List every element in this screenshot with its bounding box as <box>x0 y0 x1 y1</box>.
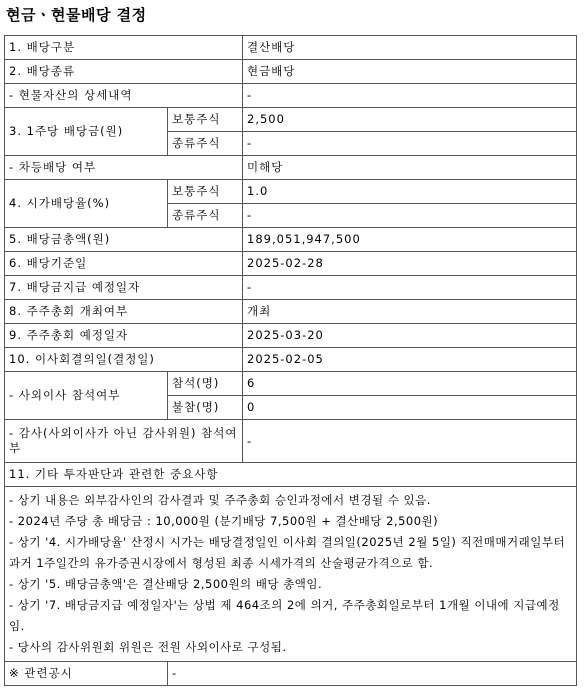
table-row <box>5 487 577 662</box>
row-label-dividend-per-share: 3. 1주당 배당금(원) <box>5 108 168 156</box>
row-value-yield-common: 1.0 <box>243 180 577 204</box>
table-row <box>5 372 577 396</box>
row-value-yield-preferred: - <box>243 204 577 228</box>
row-label-payment-date: 7. 배당금지급 예정일자 <box>5 276 243 300</box>
table-row <box>5 348 577 372</box>
sub-label-common-stock: 보통주식 <box>168 108 243 132</box>
row-value-agm-date: 2025-03-20 <box>243 324 577 348</box>
row-value-board-resolution-date: 2025-02-05 <box>243 348 577 372</box>
table-row <box>5 228 577 252</box>
table-row <box>5 108 577 132</box>
row-value-present: 6 <box>243 372 577 396</box>
table-row <box>5 252 577 276</box>
row-label-total-dividend: 5. 배당금총액(원) <box>5 228 243 252</box>
table-row <box>5 276 577 300</box>
table-row <box>5 156 577 180</box>
table-row <box>5 300 577 324</box>
row-value-record-date: 2025-02-28 <box>243 252 577 276</box>
row-label-differential-dividend: - 차등배당 여부 <box>5 156 243 180</box>
table-row <box>5 36 577 60</box>
table-row <box>5 84 577 108</box>
page-title: 현금ㆍ현물배당 결정 <box>6 6 147 24</box>
row-value-dividend-type: 현금배당 <box>243 60 577 84</box>
row-label-agm-held: 8. 주주총회 개최여부 <box>5 300 243 324</box>
table-row <box>5 420 577 463</box>
sub-label-common-stock: 보통주식 <box>168 180 243 204</box>
note-line: - 상기 '5. 배당금총액'은 결산배당 2,500원의 배당 총액임. <box>9 577 323 591</box>
sub-label-present: 참석(명) <box>168 372 243 396</box>
row-value-auditor-attendance: - <box>243 420 577 463</box>
row-label-auditor-attendance: - 감사(사외이사가 아닌 감사위원) 참석여부 <box>5 420 243 463</box>
note-line: - 상기 '4. 시가배당율' 산정시 시가는 배당결정일인 이사회 결의일(2025년 2월 5일) 직전매매거래일부터 과거 1주일간의 유가증권시장에서 형성된 최종 시세가격의 산술평균가격으로 함. <box>9 535 566 570</box>
note-line: - 상기 내용은 외부감사인의 감사결과 및 주주총회 승인과정에서 변경될 수 있음. <box>9 493 431 507</box>
row-value-dividend-category: 결산배당 <box>243 36 577 60</box>
row-label-agm-date: 9. 주주총회 예정일자 <box>5 324 243 348</box>
sub-label-absent: 불참(명) <box>168 396 243 420</box>
note-line: - 상기 '7. 배당금지급 예정일자'는 상법 제 464조의 2에 의거, 주주총회일로부터 1개월 이내에 지급예정임. <box>9 598 560 633</box>
row-label-board-resolution-date: 10. 이사회결의일(결정일) <box>5 348 243 372</box>
row-value-dps-common: 2,500 <box>243 108 577 132</box>
disclosure-table <box>4 35 577 686</box>
row-label-outside-directors: - 사외이사 참석여부 <box>5 372 168 420</box>
row-value-differential-dividend: 미해당 <box>243 156 577 180</box>
row-label-dividend-category: 1. 배당구분 <box>5 36 243 60</box>
table-row <box>5 662 577 686</box>
row-label-in-kind-detail: - 현물자산의 상세내역 <box>5 84 243 108</box>
row-label-dividend-yield: 4. 시가배당율(%) <box>5 180 168 228</box>
row-value-agm-held: 개최 <box>243 300 577 324</box>
other-matters-notes <box>5 487 577 662</box>
row-label-other-matters: 11. 기타 투자판단과 관련한 중요사항 <box>5 463 577 487</box>
sub-label-preferred-stock: 종류주식 <box>168 132 243 156</box>
row-value-payment-date: - <box>243 276 577 300</box>
row-value-in-kind-detail: - <box>243 84 577 108</box>
row-value-absent: 0 <box>243 396 577 420</box>
table-row <box>5 324 577 348</box>
row-value-related-disclosure: - <box>168 662 577 686</box>
table-row <box>5 60 577 84</box>
table-row <box>5 463 577 487</box>
sub-label-preferred-stock: 종류주식 <box>168 204 243 228</box>
row-value-dps-preferred: - <box>243 132 577 156</box>
note-line: - 당사의 감사위원회 위원은 전원 사외이사로 구성됨. <box>9 640 287 654</box>
row-label-related-disclosure: ※ 관련공시 <box>5 662 168 686</box>
row-value-total-dividend: 189,051,947,500 <box>243 228 577 252</box>
row-label-dividend-type: 2. 배당종류 <box>5 60 243 84</box>
note-line: - 2024년 주당 총 배당금 : 10,000원 (분기배당 7,500원 + 결산배당 2,500원) <box>9 514 439 528</box>
table-row <box>5 180 577 204</box>
row-label-record-date: 6. 배당기준일 <box>5 252 243 276</box>
